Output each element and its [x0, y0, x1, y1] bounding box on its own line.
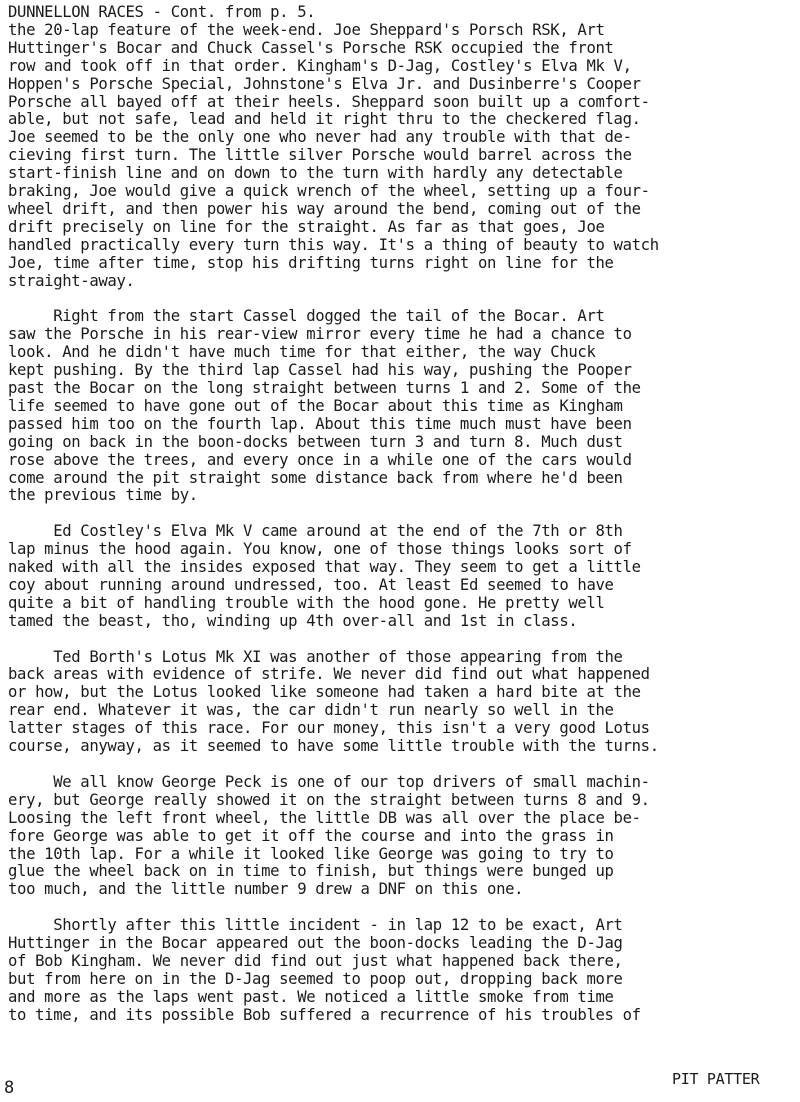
- text-line: rear end. Whatever it was, the car didn't run nearly so well in the: [8, 701, 614, 720]
- text-line: Loosing the left front wheel, the little DB was all over the place be-: [8, 808, 641, 827]
- text-line: the 10th lap. For a while it looked like George was going to try to: [8, 844, 614, 863]
- paragraph-gap: [8, 756, 798, 774]
- paragraph-gap: [8, 291, 798, 309]
- text-line: drift precisely on line for the straight. As far as that goes, Joe: [8, 217, 605, 236]
- text-line: handled practically every turn this way. It's a thing of beauty to watch: [8, 235, 659, 254]
- text-line: Hoppen's Porsche Special, Johnstone's Elva Jr. and Dusinberre's Cooper: [8, 74, 641, 93]
- text-line: life seemed to have gone out of the Bocar about this time as Kingham: [8, 396, 623, 415]
- publication-name: PIT PATTER: [672, 1070, 760, 1088]
- text-line: straight-away.: [8, 271, 135, 290]
- text-line: come around the pit straight some distance back from where he'd been: [8, 468, 623, 487]
- paragraph-gap: [8, 899, 798, 917]
- text-line: of Bob Kingham. We never did find out just what happened back there,: [8, 951, 623, 970]
- paragraph: [8, 4, 798, 291]
- text-line: fore George was able to get it off the course and into the grass in: [8, 826, 614, 845]
- text-line: ery, but George really showed it on the straight between turns 8 and 9.: [8, 790, 650, 809]
- text-line: look. And he didn't have much time for that either, the way Chuck: [8, 343, 596, 362]
- text-line: course, anyway, as it seemed to have some little trouble with the turns.: [8, 737, 659, 756]
- paragraph: [8, 308, 798, 505]
- text-line: coy about running around undressed, too. At least Ed seemed to have: [8, 575, 614, 594]
- paragraph: [8, 649, 798, 756]
- text-line: to time, and its possible Bob suffered a recurrence of his troubles of: [8, 1005, 641, 1024]
- paragraph-gap: [8, 505, 798, 523]
- text-line: Joe seemed to be the only one who never had any trouble with that de-: [8, 128, 632, 147]
- text-line: Huttinger's Bocar and Chuck Cassel's Porsche RSK occupied the front: [8, 38, 614, 57]
- text-line: kept pushing. By the third lap Cassel had his way, pushing the Pooper: [8, 361, 632, 380]
- text-line: or how, but the Lotus looked like someone had taken a hard bite at the: [8, 683, 641, 702]
- text-line: and more as the laps went past. We noticed a little smoke from time: [8, 987, 614, 1006]
- text-line: row and took off in that order. Kingham's D-Jag, Costley's Elva Mk V,: [8, 56, 632, 75]
- text-line: rose above the trees, and every once in a while one of the cars would: [8, 450, 632, 469]
- text-line: tamed the beast, tho, winding up 4th over-all and 1st in class.: [8, 611, 578, 630]
- text-line: too much, and the little number 9 drew a DNF on this one.: [8, 880, 524, 899]
- text-line: We all know George Peck is one of our top drivers of small machin-: [8, 772, 650, 791]
- text-line: braking, Joe would give a quick wrench of the wheel, setting up a four-: [8, 182, 650, 201]
- text-line: Huttinger in the Bocar appeared out the boon-docks leading the D-Jag: [8, 934, 623, 953]
- text-line: wheel drift, and then power his way around the bend, coming out of the: [8, 199, 641, 218]
- text-line: naked with all the insides exposed that way. They seem to get a little: [8, 558, 641, 577]
- text-line: able, but not safe, lead and held it right thru to the checkered flag.: [8, 110, 641, 129]
- text-line: but from here on in the D-Jag seemed to poop out, dropping back more: [8, 969, 623, 988]
- text-line: latter stages of this race. For our money, this isn't a very good Lotus: [8, 719, 650, 738]
- text-line: cieving first turn. The little silver Porsche would barrel across the: [8, 146, 632, 165]
- text-line: start-finish line and on down to the turn with hardly any detectable: [8, 164, 623, 183]
- text-line: the previous time by.: [8, 486, 198, 505]
- text-line: the 20-lap feature of the week-end. Joe Sheppard's Porsch RSK, Art: [8, 20, 605, 39]
- text-line: Joe, time after time, stop his drifting turns right on line for the: [8, 253, 614, 272]
- text-line: DUNNELLON RACES - Cont. from p. 5.: [8, 3, 316, 21]
- text-line: lap minus the hood again. You know, one of those things looks sort of: [8, 540, 632, 559]
- paragraph: [8, 774, 798, 899]
- text-line: Ted Borth's Lotus Mk XI was another of those appearing from the: [8, 647, 623, 666]
- text-line: saw the Porsche in his rear-view mirror every time he had a chance to: [8, 325, 632, 344]
- text-line: Shortly after this little incident - in lap 12 to be exact, Art: [8, 916, 623, 935]
- text-line: Ed Costley's Elva Mk V came around at the end of the 7th or 8th: [8, 522, 623, 541]
- text-line: Right from the start Cassel dogged the tail of the Bocar. Art: [8, 307, 605, 326]
- text-line: quite a bit of handling trouble with the hood gone. He pretty well: [8, 593, 605, 612]
- paragraph: [8, 523, 798, 630]
- article-body: [8, 4, 798, 1025]
- text-line: past the Bocar on the long straight between turns 1 and 2. Some of the: [8, 379, 641, 398]
- page-number: 8: [4, 1078, 15, 1098]
- text-line: passed him too on the fourth lap. About this time much must have been: [8, 414, 632, 433]
- text-line: going on back in the boon-docks between turn 3 and turn 8. Much dust: [8, 432, 623, 451]
- paragraph-gap: [8, 631, 798, 649]
- paragraph: [8, 917, 798, 1024]
- text-line: Porsche all bayed off at their heels. Sheppard soon built up a comfort-: [8, 92, 650, 111]
- text-line: back areas with evidence of strife. We never did find out what happened: [8, 665, 650, 684]
- text-line: glue the wheel back on in time to finish, but things were bunged up: [8, 862, 614, 881]
